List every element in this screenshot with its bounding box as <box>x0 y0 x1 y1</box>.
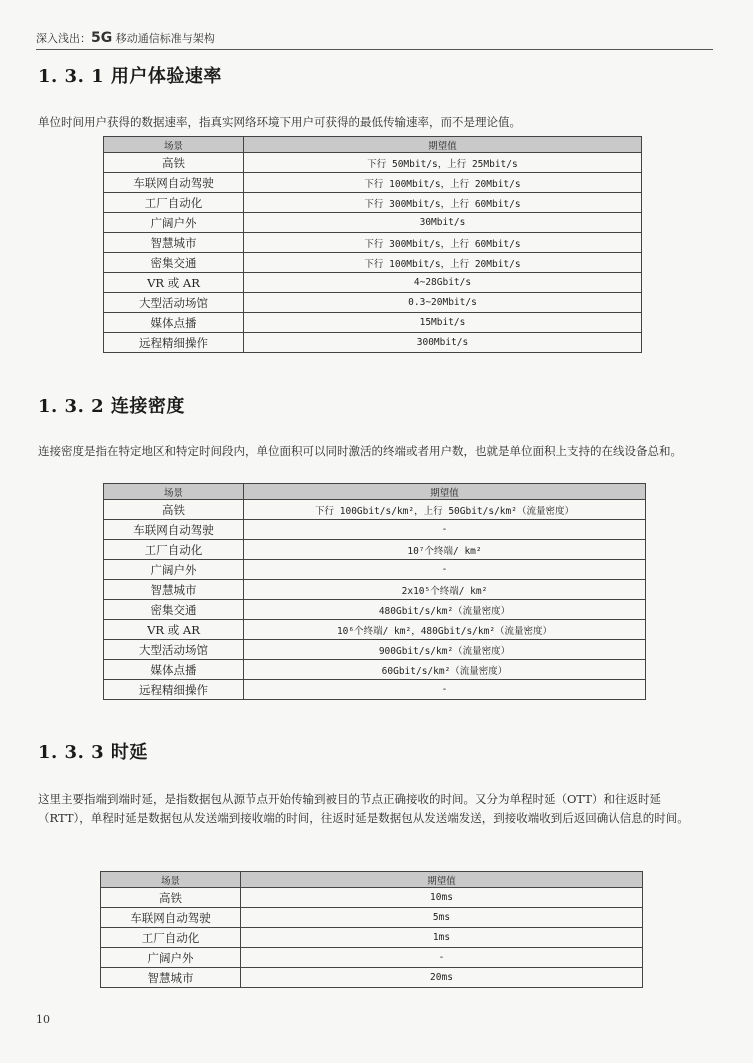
table-row <box>104 640 646 660</box>
cell-scene: 车联网自动驾驶 <box>104 173 244 193</box>
cell-scene: 远程精细操作 <box>104 333 244 353</box>
table-row <box>101 888 643 908</box>
cell-scene: 高铁 <box>104 500 244 520</box>
cell-expected-value: - <box>244 560 646 580</box>
table-row <box>104 273 642 293</box>
column-header-scene: 场景 <box>104 484 244 500</box>
table-row <box>104 213 642 233</box>
cell-expected-value: 5ms <box>241 908 643 928</box>
cell-scene: 高铁 <box>101 888 241 908</box>
cell-expected-value: 480Gbit/s/km²（流量密度） <box>244 600 646 620</box>
cell-scene: 高铁 <box>104 153 244 173</box>
cell-scene: 车联网自动驾驶 <box>104 520 244 540</box>
cell-scene: 广阔户外 <box>104 213 244 233</box>
table-row <box>104 580 646 600</box>
cell-scene: 工厂自动化 <box>104 540 244 560</box>
cell-expected-value: 300Mbit/s <box>244 333 642 353</box>
cell-expected-value: 1ms <box>241 928 643 948</box>
section-paragraph-experience-rate: 单位时间用户获得的数据速率，指真实网络环境下用户可获得的最低传输速率，而不是理论值。 <box>38 115 521 129</box>
cell-expected-value: - <box>244 520 646 540</box>
table-row <box>104 660 646 680</box>
section-title-latency: 1. 3. 3 时延 <box>38 742 148 763</box>
column-header-scene: 场景 <box>101 872 241 888</box>
cell-scene: 智慧城市 <box>101 968 241 988</box>
section-paragraph-connection-density: 连接密度是指在特定地区和特定时间段内，单位面积可以同时激活的终端或者用户数，也就是单位面积上支持的在线设备总和。 <box>38 444 682 458</box>
cell-scene: 工厂自动化 <box>104 193 244 213</box>
cell-expected-value: 下行 100Mbit/s，上行 20Mbit/s <box>244 253 642 273</box>
table-row <box>101 968 643 988</box>
cell-expected-value: 15Mbit/s <box>244 313 642 333</box>
cell-scene: 广阔户外 <box>101 948 241 968</box>
table-row <box>104 313 642 333</box>
cell-expected-value: 下行 300Mbit/s，上行 60Mbit/s <box>244 233 642 253</box>
table-row <box>101 948 643 968</box>
column-header-expected: 期望值 <box>244 137 642 153</box>
cell-scene: VR 或 AR <box>104 620 244 640</box>
table-row <box>104 293 642 313</box>
cell-scene: 远程精细操作 <box>104 680 244 700</box>
section-title-experience-rate: 1. 3. 1 用户体验速率 <box>38 66 222 87</box>
table-row <box>104 500 646 520</box>
table-experience-rate <box>103 136 642 353</box>
cell-scene: 智慧城市 <box>104 580 244 600</box>
table-latency <box>100 871 643 988</box>
cell-expected-value: 900Gbit/s/km²（流量密度） <box>244 640 646 660</box>
cell-expected-value: 下行 50Mbit/s，上行 25Mbit/s <box>244 153 642 173</box>
cell-scene: 车联网自动驾驶 <box>101 908 241 928</box>
cell-expected-value: 10⁷个终端/ km² <box>244 540 646 560</box>
cell-scene: 大型活动场馆 <box>104 293 244 313</box>
table-connection-density <box>103 483 646 700</box>
table-row <box>104 560 646 580</box>
table-row <box>104 233 642 253</box>
cell-expected-value: 下行 300Mbit/s，上行 60Mbit/s <box>244 193 642 213</box>
cell-expected-value: 下行 100Mbit/s，上行 20Mbit/s <box>244 173 642 193</box>
table-row <box>104 173 642 193</box>
cell-expected-value: - <box>241 948 643 968</box>
running-header <box>36 30 713 50</box>
cell-expected-value: 60Gbit/s/km²（流量密度） <box>244 660 646 680</box>
table-row <box>101 928 643 948</box>
table-row <box>104 540 646 560</box>
header-suffix: 移动通信标准与架构 <box>112 32 215 45</box>
cell-expected-value: 10ms <box>241 888 643 908</box>
cell-expected-value: 30Mbit/s <box>244 213 642 233</box>
table-row <box>104 193 642 213</box>
cell-scene: 智慧城市 <box>104 233 244 253</box>
cell-expected-value: 2x10⁵个终端/ km² <box>244 580 646 600</box>
page-number: 10 <box>36 1013 50 1026</box>
header-5g: 5G <box>91 30 113 46</box>
column-header-expected: 期望值 <box>241 872 643 888</box>
section-title-connection-density: 1. 3. 2 连接密度 <box>38 396 185 417</box>
column-header-expected: 期望值 <box>244 484 646 500</box>
table-row <box>104 333 642 353</box>
cell-scene: 广阔户外 <box>104 560 244 580</box>
cell-scene: 工厂自动化 <box>101 928 241 948</box>
cell-expected-value: 下行 100Gbit/s/km²，上行 50Gbit/s/km²（流量密度） <box>244 500 646 520</box>
table-row <box>104 253 642 273</box>
cell-expected-value: 20ms <box>241 968 643 988</box>
header-prefix: 深入浅出： <box>36 32 91 45</box>
section-paragraph-latency: 这里主要指端到端时延，是指数据包从源节点开始传输到被目的节点正确接收的时间。又分为单程时延（OTT）和往返时延（RTT），单程时延是数据包从发送端到接收端的时间，往返时延是数据包从发送端发送，到接收端收到后返回确认信息的时间。 <box>38 792 689 825</box>
cell-scene: 媒体点播 <box>104 313 244 333</box>
table-row <box>101 908 643 928</box>
cell-expected-value: 10⁶个终端/ km²，480Gbit/s/km²（流量密度） <box>244 620 646 640</box>
table-row <box>104 520 646 540</box>
cell-scene: VR 或 AR <box>104 273 244 293</box>
cell-scene: 密集交通 <box>104 600 244 620</box>
table-row <box>104 600 646 620</box>
table-row <box>104 620 646 640</box>
cell-scene: 媒体点播 <box>104 660 244 680</box>
table-row <box>104 153 642 173</box>
cell-expected-value: 0.3~20Mbit/s <box>244 293 642 313</box>
cell-scene: 大型活动场馆 <box>104 640 244 660</box>
cell-expected-value: - <box>244 680 646 700</box>
cell-expected-value: 4~28Gbit/s <box>244 273 642 293</box>
cell-scene: 密集交通 <box>104 253 244 273</box>
column-header-scene: 场景 <box>104 137 244 153</box>
table-row <box>104 680 646 700</box>
